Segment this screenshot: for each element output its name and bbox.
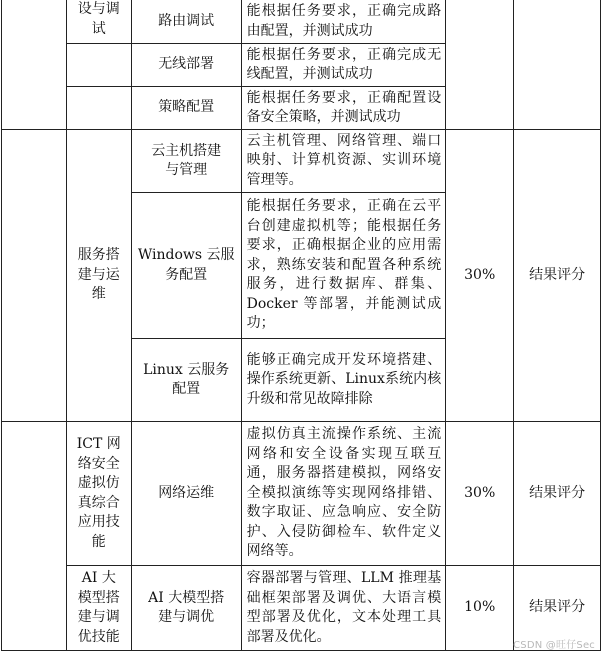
table-row (2, 130, 601, 193)
item-cell: 无线部署 (131, 44, 241, 87)
item-cell: 云主机搭建 与管理 (131, 130, 241, 193)
item-cell: 路由调试 (131, 0, 241, 44)
weight-cell: 10% (446, 566, 514, 651)
desc-cell: 能根据任务要求，正确配置设备安全策略，并测试成功 (241, 87, 446, 130)
item-cell: Windows 云服 务配置 (131, 193, 241, 339)
desc-cell: 能根据任务要求，正确在云平台创建虚拟机等；能根据任务要求，正确根据企业的应用需求，熟练安装和配置各种系统服务，进行数据库、群集、Docker 等部署，并能测试成功； (241, 193, 446, 339)
desc-cell: 虚拟仿真主流操作系统、主流网络和安全设备实现互联互通，服务器搭建模拟，网络安全模拟演练等实现网络排错、数字取证、应急响应、安全防护、入侵防御检车、软件定义网络等。 (241, 422, 446, 566)
method-cell: 结果评分 (514, 566, 601, 651)
method-cell: 结果评分 (514, 422, 601, 566)
group-cell: 服务搭 建与运 维 (66, 130, 131, 422)
weight-cell: 30% (446, 130, 514, 422)
desc-cell: 能根据任务要求，正确完成路由配置，并测试成功 (241, 0, 446, 44)
desc-cell: 能够正确完成开发环境搭建、操作系统更新、Linux系统内核升级和常见故障排除 (241, 339, 446, 422)
weight-cell: 30% (446, 422, 514, 566)
watermark: CSDN @旺仔Sec (513, 640, 595, 651)
item-cell: AI 大模型搭 建与调优 (131, 566, 241, 651)
group-cell: ICT 网 络安全 虚拟仿 真综合 应用技 能 (66, 422, 131, 566)
desc-cell: 能根据任务要求，正确完成无线配置，并测试成功 (241, 44, 446, 87)
desc-cell: 云主机管理、网络管理、端口映射、计算机资源、实训环境管理等。 (241, 130, 446, 193)
group-cell: 设与调 试 (66, 0, 131, 44)
method-cell: 结果评分 (514, 130, 601, 422)
item-cell: 策略配置 (131, 87, 241, 130)
table-row (2, 566, 601, 651)
table-row (2, 422, 601, 566)
item-cell: 网络运维 (131, 422, 241, 566)
group-cell: AI 大 模型搭 建与调 优技能 (66, 566, 131, 651)
desc-cell: 容器部署与管理、LLM 推理基础框架部署及调优、大语言模型部署及优化，文本处理工具部署及优化。 (241, 566, 446, 651)
table-row (2, 0, 601, 44)
competency-table (1, 0, 601, 651)
item-cell: Linux 云服务 配置 (131, 339, 241, 422)
